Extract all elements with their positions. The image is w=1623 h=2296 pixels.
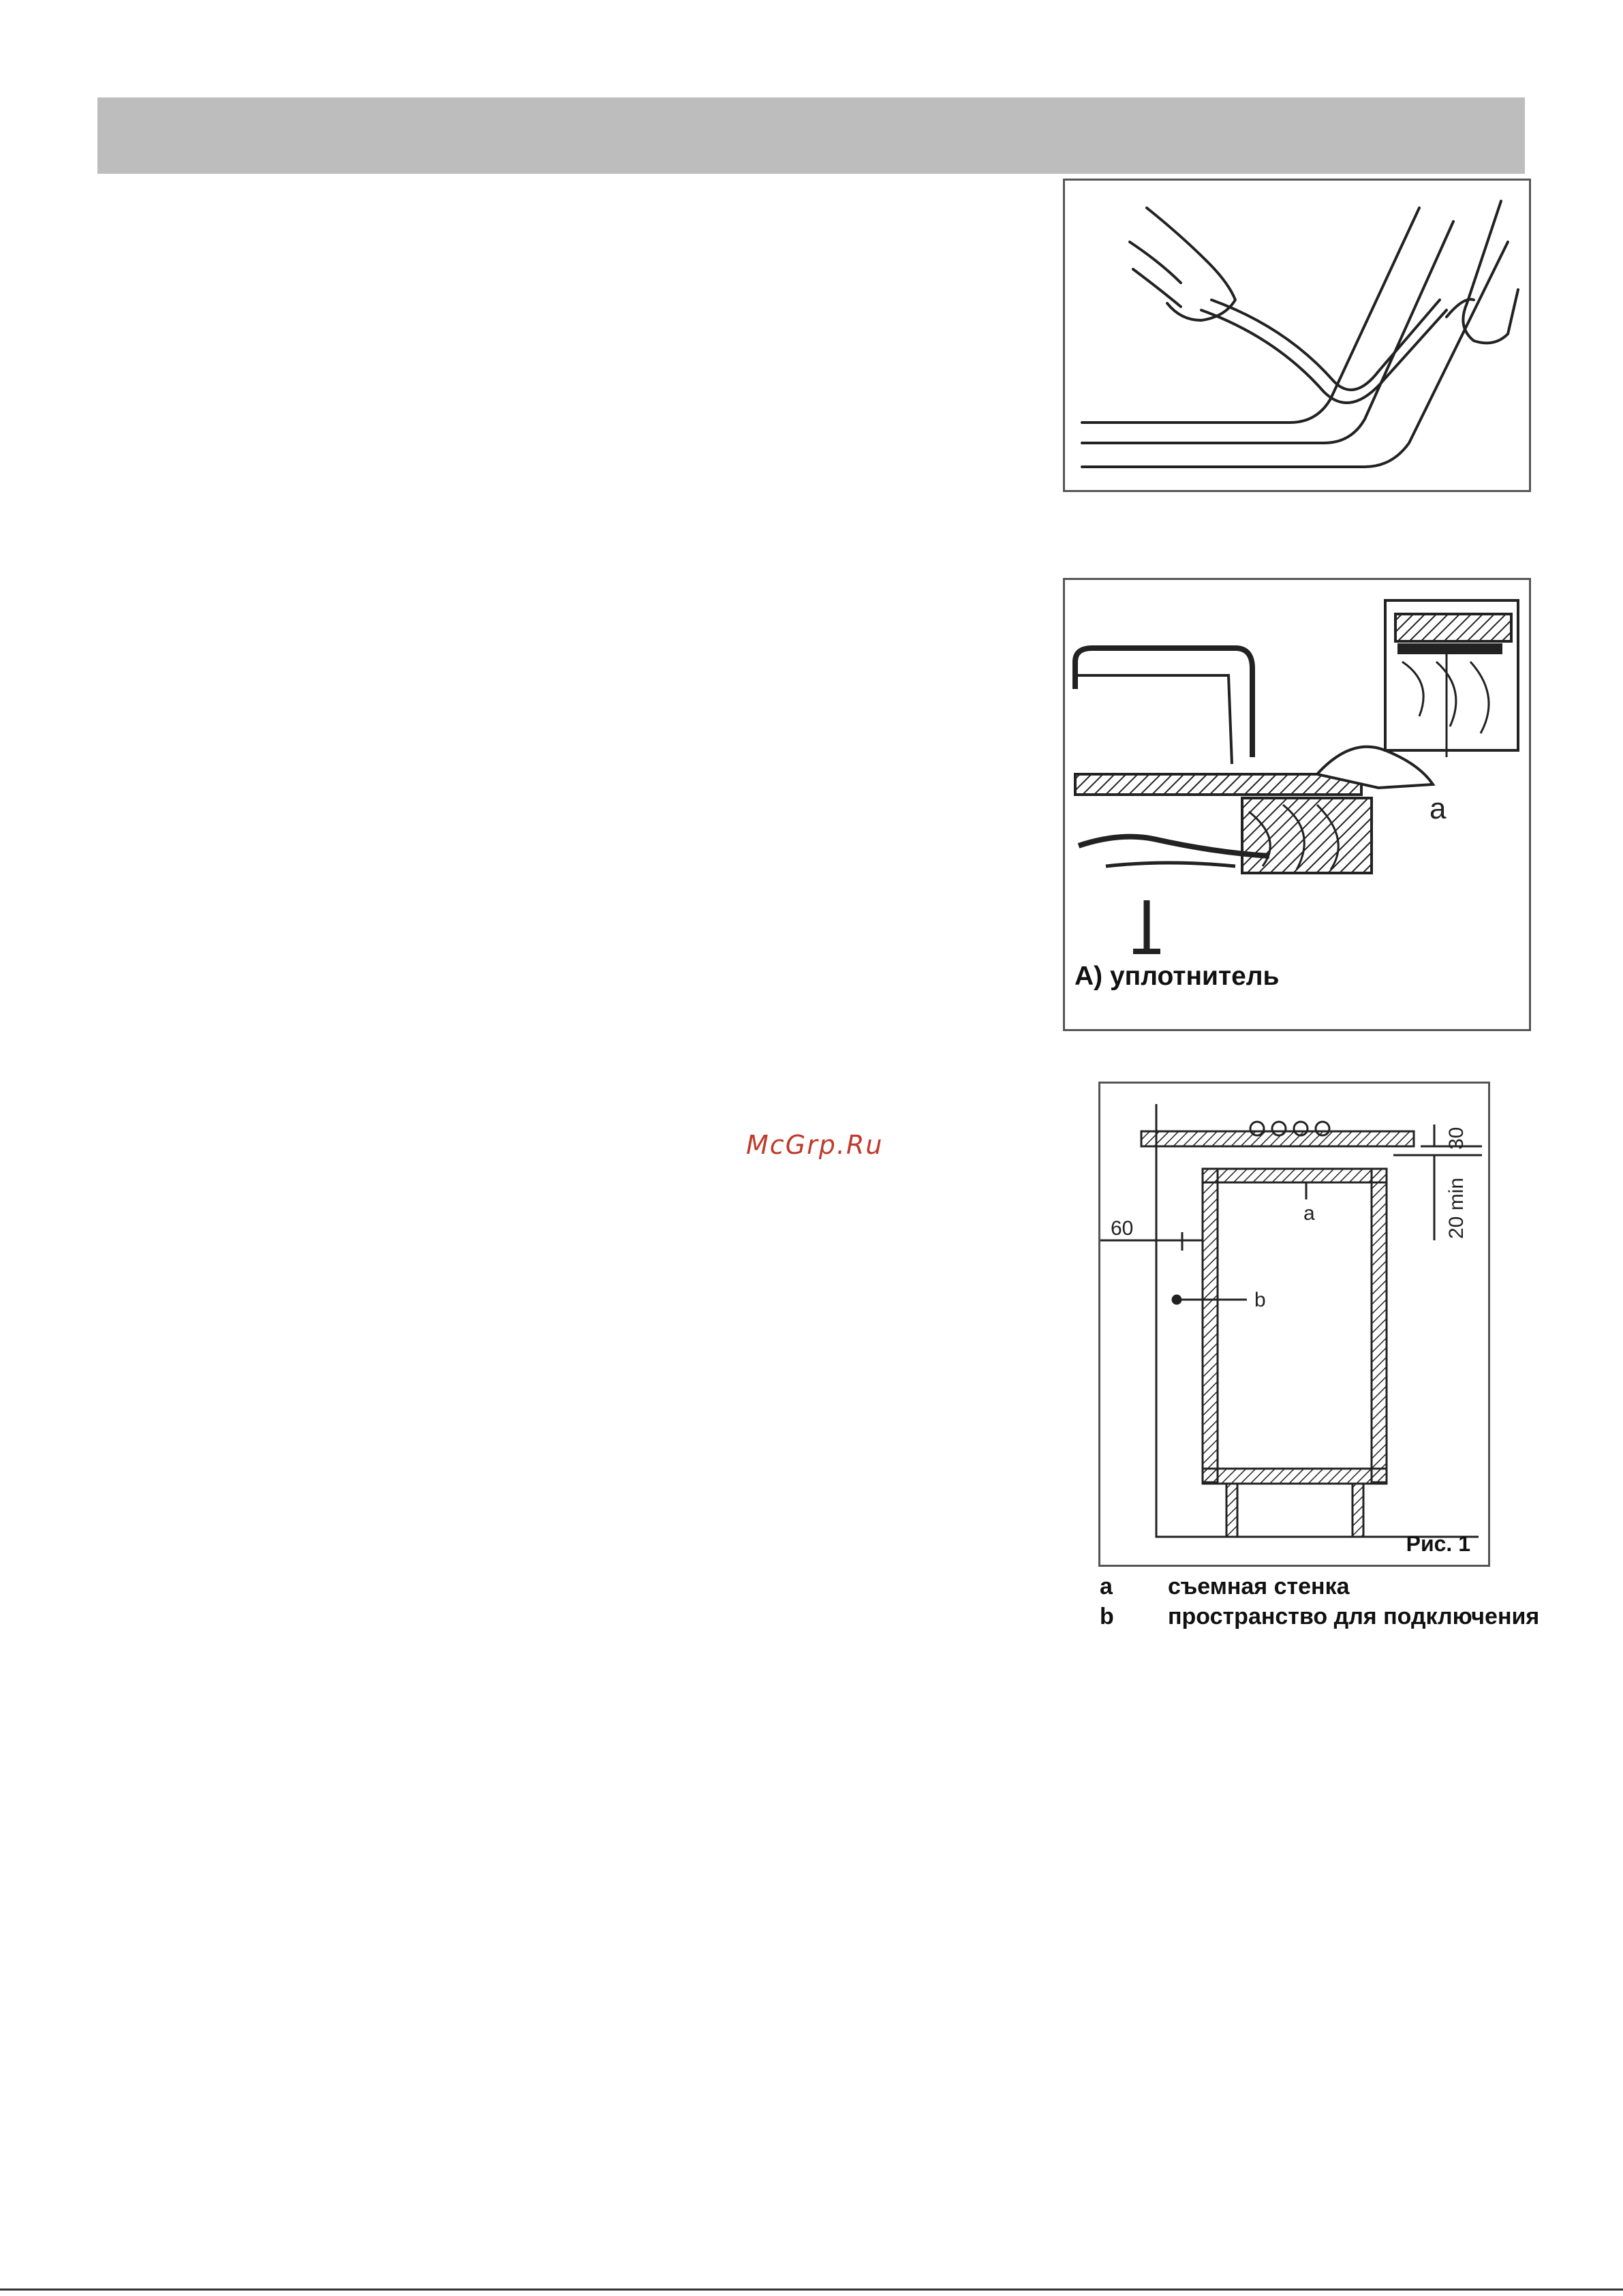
figure-seal-application xyxy=(1063,179,1531,492)
legend-text: пространство для подключения xyxy=(1168,1603,1540,1629)
legend-item xyxy=(1100,1602,1539,1632)
figure-number: Рис. 1 xyxy=(1406,1531,1470,1556)
seal-section-drawing xyxy=(1065,580,1531,962)
watermark: McGrp.Ru xyxy=(746,1130,884,1160)
dimension-20-min: 20 min xyxy=(1445,1177,1468,1239)
dimension-30: 30 xyxy=(1445,1127,1468,1150)
legend-key: a xyxy=(1100,1573,1113,1599)
seal-callout-a: a xyxy=(1429,792,1447,825)
header-bar xyxy=(97,97,1525,174)
figure-cabinet-installation xyxy=(1098,1082,1490,1567)
legend-key: b xyxy=(1100,1603,1114,1629)
cabinet-callout-b: b xyxy=(1254,1289,1266,1311)
legend-text: съемная стенка xyxy=(1168,1573,1350,1599)
cabinet-drawing xyxy=(1100,1084,1490,1567)
seal-figure-caption: A) уплотнитель xyxy=(1075,962,1280,991)
dimension-60: 60 xyxy=(1111,1217,1134,1240)
figure-seal-section xyxy=(1063,578,1531,1031)
footer-rule xyxy=(0,2289,1623,2291)
figure-legend xyxy=(1100,1572,1539,1632)
legend-item xyxy=(1100,1572,1539,1602)
seal-application-drawing xyxy=(1065,181,1531,492)
cabinet-callout-a: a xyxy=(1303,1202,1315,1225)
